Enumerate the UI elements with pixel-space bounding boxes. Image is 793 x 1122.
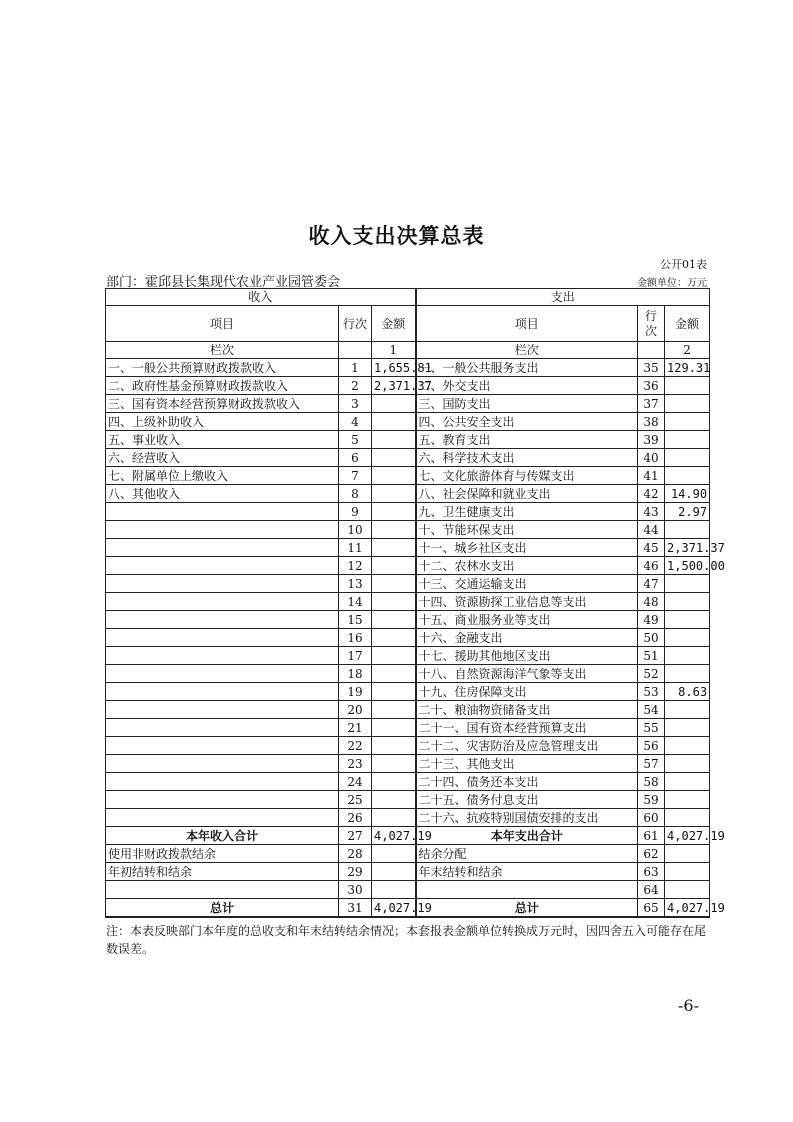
table-row xyxy=(106,557,710,575)
expense-item-cell: 十、节能环保支出 xyxy=(416,521,638,539)
expense-amount-cell xyxy=(665,755,710,773)
expense-amount-header: 金额 xyxy=(665,306,710,342)
income-row-no-cell: 1 xyxy=(339,359,372,377)
table-row xyxy=(106,863,710,881)
expense-row-no-cell: 44 xyxy=(638,521,665,539)
expense-amount-cell xyxy=(665,809,710,827)
expense-amount-cell xyxy=(665,521,710,539)
expense-item-cell: 二十三、其他支出 xyxy=(416,755,638,773)
income-row-no-cell: 24 xyxy=(339,773,372,791)
income-item-cell xyxy=(106,881,339,899)
income-header: 收入 xyxy=(106,289,416,306)
income-row-no-cell: 5 xyxy=(339,431,372,449)
income-amount-cell xyxy=(372,665,416,683)
income-item-cell: 本年收入合计 xyxy=(106,827,339,845)
income-amount-cell xyxy=(372,611,416,629)
expense-amount-cell xyxy=(665,881,710,899)
income-row-no-cell: 25 xyxy=(339,791,372,809)
table-row xyxy=(106,683,710,701)
income-row-no-cell: 23 xyxy=(339,755,372,773)
expense-item-cell: 二十、粮油物资储备支出 xyxy=(416,701,638,719)
expense-item-cell: 十七、援助其他地区支出 xyxy=(416,647,638,665)
expense-row-no-cell: 55 xyxy=(638,719,665,737)
expense-row-no-cell: 61 xyxy=(638,827,665,845)
expense-item-cell: 十六、金融支出 xyxy=(416,629,638,647)
expense-row-no-cell: 54 xyxy=(638,701,665,719)
income-row-no-cell: 8 xyxy=(339,485,372,503)
table-row xyxy=(106,791,710,809)
income-item-cell xyxy=(106,521,339,539)
income-row-no-cell: 22 xyxy=(339,737,372,755)
income-row-no-cell: 19 xyxy=(339,683,372,701)
department-label: 部门：霍邱县长集现代农业产业园管委会 xyxy=(106,275,341,290)
expense-amount-cell xyxy=(665,791,710,809)
income-row-no-cell: 28 xyxy=(339,845,372,863)
unit-label: 金额单位：万元 xyxy=(637,278,707,289)
income-amount-cell xyxy=(372,413,416,431)
income-item-cell xyxy=(106,539,339,557)
income-amount-cell xyxy=(372,503,416,521)
income-item-cell xyxy=(106,683,339,701)
expense-amount-cell xyxy=(665,719,710,737)
expense-item-cell: 五、教育支出 xyxy=(416,431,638,449)
income-amount-cell xyxy=(372,629,416,647)
income-row-no-cell: 10 xyxy=(339,521,372,539)
income-item-cell: 一、一般公共预算财政拨款收入 xyxy=(106,359,339,377)
expense-amount-cell xyxy=(665,647,710,665)
table-row xyxy=(106,593,710,611)
income-amount-cell xyxy=(372,737,416,755)
income-amount-cell xyxy=(372,467,416,485)
income-item-cell xyxy=(106,593,339,611)
expense-item-cell: 结余分配 xyxy=(416,845,638,863)
empty-cell xyxy=(638,342,665,359)
income-row-no-cell: 16 xyxy=(339,629,372,647)
income-item-cell xyxy=(106,737,339,755)
expense-item-cell: 二十一、国有资本经营预算支出 xyxy=(416,719,638,737)
expense-row-no-cell: 43 xyxy=(638,503,665,521)
table-row xyxy=(106,359,710,377)
income-item-cell xyxy=(106,773,339,791)
column-index-row xyxy=(106,342,710,359)
expense-item-cell: 二十五、债务付息支出 xyxy=(416,791,638,809)
income-item-cell: 七、附属单位上缴收入 xyxy=(106,467,339,485)
expense-amount-cell: 4,027.19 xyxy=(665,899,710,918)
table-row xyxy=(106,377,710,395)
expense-amount-cell: 8.63 xyxy=(665,683,710,701)
income-row-no-cell: 15 xyxy=(339,611,372,629)
income-amount-cell: 2,371.37 xyxy=(372,377,416,395)
column-1-index: 1 xyxy=(372,342,416,359)
income-amount-cell xyxy=(372,521,416,539)
table-row xyxy=(106,539,710,557)
income-item-cell xyxy=(106,557,339,575)
expense-row-no-cell: 60 xyxy=(638,809,665,827)
expense-item-cell: 十四、资源勘探工业信息等支出 xyxy=(416,593,638,611)
expense-item-cell: 一、一般公共服务支出 xyxy=(416,359,638,377)
table-row xyxy=(106,881,710,899)
income-row-no-cell: 20 xyxy=(339,701,372,719)
expense-item-cell: 二十六、抗疫特别国债安排的支出 xyxy=(416,809,638,827)
table-row xyxy=(106,521,710,539)
income-row-no-cell: 3 xyxy=(339,395,372,413)
income-amount-cell xyxy=(372,863,416,881)
expense-amount-cell xyxy=(665,845,710,863)
column-label: 栏次 xyxy=(416,342,638,359)
income-item-cell: 二、政府性基金预算财政拨款收入 xyxy=(106,377,339,395)
expense-amount-cell: 2,371.37 xyxy=(665,539,710,557)
income-amount-cell xyxy=(372,395,416,413)
expense-row-no-cell: 64 xyxy=(638,881,665,899)
income-amount-cell xyxy=(372,683,416,701)
table-row xyxy=(106,395,710,413)
expense-amount-cell xyxy=(665,737,710,755)
income-amount-cell xyxy=(372,791,416,809)
table-row xyxy=(106,503,710,521)
expense-amount-cell xyxy=(665,413,710,431)
expense-row-no-cell: 49 xyxy=(638,611,665,629)
table-row xyxy=(106,485,710,503)
table-row xyxy=(106,755,710,773)
income-row-no-cell: 13 xyxy=(339,575,372,593)
income-row-no-cell: 12 xyxy=(339,557,372,575)
table-row xyxy=(106,413,710,431)
expense-row-no-cell: 48 xyxy=(638,593,665,611)
expense-item-cell: 十二、农林水支出 xyxy=(416,557,638,575)
page-number: -6- xyxy=(678,996,699,1015)
income-amount-cell xyxy=(372,809,416,827)
expense-row-no-cell: 59 xyxy=(638,791,665,809)
income-amount-cell: 4,027.19 xyxy=(372,827,416,845)
income-row-no-cell: 2 xyxy=(339,377,372,395)
table-row xyxy=(106,701,710,719)
expense-row-no-cell: 46 xyxy=(638,557,665,575)
column-header-row xyxy=(106,306,710,342)
expense-item-cell: 二十四、债务还本支出 xyxy=(416,773,638,791)
income-expense-table xyxy=(105,288,725,918)
expense-item-cell: 四、公共安全支出 xyxy=(416,413,638,431)
table-row xyxy=(106,845,710,863)
income-row-no-cell: 31 xyxy=(339,899,372,918)
expense-row-no-cell: 53 xyxy=(638,683,665,701)
expense-amount-cell xyxy=(665,611,710,629)
income-row-no-cell: 30 xyxy=(339,881,372,899)
income-amount-cell xyxy=(372,881,416,899)
income-item-cell: 使用非财政拨款结余 xyxy=(106,845,339,863)
expense-row-no-header: 行 次 xyxy=(638,306,665,342)
expense-amount-cell: 4,027.19 xyxy=(665,827,710,845)
expense-row-no-cell: 35 xyxy=(638,359,665,377)
table-row xyxy=(106,737,710,755)
income-item-cell xyxy=(106,755,339,773)
income-amount-cell: 1,655.81 xyxy=(372,359,416,377)
income-item-cell: 八、其他收入 xyxy=(106,485,339,503)
expense-item-cell: 八、社会保障和就业支出 xyxy=(416,485,638,503)
income-item-cell: 三、国有资本经营预算财政拨款收入 xyxy=(106,395,339,413)
expense-row-no-cell: 50 xyxy=(638,629,665,647)
expense-amount-cell xyxy=(665,395,710,413)
section-header-row xyxy=(106,289,710,306)
expense-item-cell: 本年支出合计 xyxy=(416,827,638,845)
income-item-header: 项目 xyxy=(106,306,339,342)
expense-item-header: 项目 xyxy=(416,306,638,342)
expense-item-cell: 年末结转和结余 xyxy=(416,863,638,881)
income-item-cell xyxy=(106,701,339,719)
expense-amount-cell xyxy=(665,773,710,791)
expense-amount-cell: 14.90 xyxy=(665,485,710,503)
expense-row-no-cell: 62 xyxy=(638,845,665,863)
income-item-cell: 六、经营收入 xyxy=(106,449,339,467)
income-row-no-cell: 6 xyxy=(339,449,372,467)
expense-amount-cell xyxy=(665,701,710,719)
table-row xyxy=(106,809,710,827)
expense-item-cell xyxy=(416,881,638,899)
income-amount-cell xyxy=(372,485,416,503)
expense-row-no-cell: 58 xyxy=(638,773,665,791)
expense-item-cell: 二、外交支出 xyxy=(416,377,638,395)
income-item-cell xyxy=(106,503,339,521)
expense-item-cell: 十九、住房保障支出 xyxy=(416,683,638,701)
expense-item-cell: 十五、商业服务业等支出 xyxy=(416,611,638,629)
income-amount-cell xyxy=(372,539,416,557)
table-row xyxy=(106,665,710,683)
expense-row-no-cell: 42 xyxy=(638,485,665,503)
income-item-cell: 五、事业收入 xyxy=(106,431,339,449)
expense-row-no-cell: 57 xyxy=(638,755,665,773)
expense-amount-cell xyxy=(665,575,710,593)
income-amount-cell xyxy=(372,845,416,863)
expense-item-cell: 七、文化旅游体育与传媒支出 xyxy=(416,467,638,485)
income-row-no-header: 行次 xyxy=(339,306,372,342)
table-row xyxy=(106,773,710,791)
expense-amount-cell xyxy=(665,467,710,485)
expense-amount-cell xyxy=(665,665,710,683)
income-item-cell xyxy=(106,809,339,827)
income-row-no-cell: 14 xyxy=(339,593,372,611)
expense-row-no-cell: 47 xyxy=(638,575,665,593)
table-row xyxy=(106,467,710,485)
column-label: 栏次 xyxy=(106,342,339,359)
income-item-cell: 年初结转和结余 xyxy=(106,863,339,881)
income-row-no-cell: 29 xyxy=(339,863,372,881)
income-amount-cell xyxy=(372,431,416,449)
expense-row-no-cell: 41 xyxy=(638,467,665,485)
income-amount-cell xyxy=(372,647,416,665)
income-item-cell xyxy=(106,665,339,683)
income-row-no-cell: 27 xyxy=(339,827,372,845)
page-title: 收入支出决算总表 xyxy=(308,224,485,248)
expense-amount-cell xyxy=(665,863,710,881)
table-row xyxy=(106,431,710,449)
income-item-cell xyxy=(106,611,339,629)
expense-amount-cell: 1,500.00 xyxy=(665,557,710,575)
income-item-cell xyxy=(106,791,339,809)
income-amount-cell xyxy=(372,719,416,737)
expense-row-no-cell: 51 xyxy=(638,647,665,665)
expense-row-no-cell: 36 xyxy=(638,377,665,395)
income-item-cell xyxy=(106,647,339,665)
table-row xyxy=(106,449,710,467)
expense-row-no-cell: 65 xyxy=(638,899,665,918)
income-amount-cell xyxy=(372,755,416,773)
income-amount-cell xyxy=(372,593,416,611)
income-amount-cell xyxy=(372,701,416,719)
expense-amount-cell xyxy=(665,431,710,449)
income-row-no-cell: 26 xyxy=(339,809,372,827)
income-item-cell xyxy=(106,719,339,737)
table-row xyxy=(106,647,710,665)
expense-item-cell: 十三、交通运输支出 xyxy=(416,575,638,593)
income-item-cell xyxy=(106,575,339,593)
expense-header: 支出 xyxy=(416,289,710,306)
expense-row-no-cell: 39 xyxy=(638,431,665,449)
expense-row-no-cell: 40 xyxy=(638,449,665,467)
expense-item-cell: 十八、自然资源海洋气象等支出 xyxy=(416,665,638,683)
expense-amount-cell xyxy=(665,593,710,611)
expense-row-no-cell: 52 xyxy=(638,665,665,683)
expense-row-no-cell: 63 xyxy=(638,863,665,881)
form-number: 公开01表 xyxy=(660,258,707,271)
income-amount-cell xyxy=(372,557,416,575)
expense-amount-cell: 2.97 xyxy=(665,503,710,521)
column-2-index: 2 xyxy=(665,342,710,359)
table-row xyxy=(106,719,710,737)
expense-item-cell: 总计 xyxy=(416,899,638,918)
expense-item-cell: 六、科学技术支出 xyxy=(416,449,638,467)
expense-row-no-cell: 45 xyxy=(638,539,665,557)
income-amount-cell xyxy=(372,773,416,791)
income-amount-cell xyxy=(372,575,416,593)
table-row xyxy=(106,629,710,647)
expense-amount-cell: 129.31 xyxy=(665,359,710,377)
income-row-no-cell: 17 xyxy=(339,647,372,665)
expense-item-cell: 九、卫生健康支出 xyxy=(416,503,638,521)
expense-row-no-cell: 37 xyxy=(638,395,665,413)
footnote: 注：本表反映部门本年度的总收支和年末结转结余情况；本套报表金额单位转换成万元时，因四舍五入可能存在尾数误差。 xyxy=(106,924,707,956)
income-row-no-cell: 11 xyxy=(339,539,372,557)
expense-item-cell: 二十二、灾害防治及应急管理支出 xyxy=(416,737,638,755)
table-row xyxy=(106,611,710,629)
income-row-no-cell: 18 xyxy=(339,665,372,683)
income-amount-cell: 4,027.19 xyxy=(372,899,416,918)
income-row-no-cell: 9 xyxy=(339,503,372,521)
expense-amount-cell xyxy=(665,449,710,467)
expense-item-cell: 十一、城乡社区支出 xyxy=(416,539,638,557)
expense-item-cell: 三、国防支出 xyxy=(416,395,638,413)
income-row-no-cell: 7 xyxy=(339,467,372,485)
expense-amount-cell xyxy=(665,377,710,395)
income-item-cell: 总计 xyxy=(106,899,339,918)
expense-row-no-cell: 56 xyxy=(638,737,665,755)
empty-cell xyxy=(339,342,372,359)
income-amount-header: 金额 xyxy=(372,306,416,342)
expense-amount-cell xyxy=(665,629,710,647)
total-row xyxy=(106,899,710,918)
income-item-cell: 四、上级补助收入 xyxy=(106,413,339,431)
subtotal-row xyxy=(106,827,710,845)
expense-row-no-cell: 38 xyxy=(638,413,665,431)
income-row-no-cell: 21 xyxy=(339,719,372,737)
income-row-no-cell: 4 xyxy=(339,413,372,431)
income-amount-cell xyxy=(372,449,416,467)
table-row xyxy=(106,575,710,593)
income-item-cell xyxy=(106,629,339,647)
